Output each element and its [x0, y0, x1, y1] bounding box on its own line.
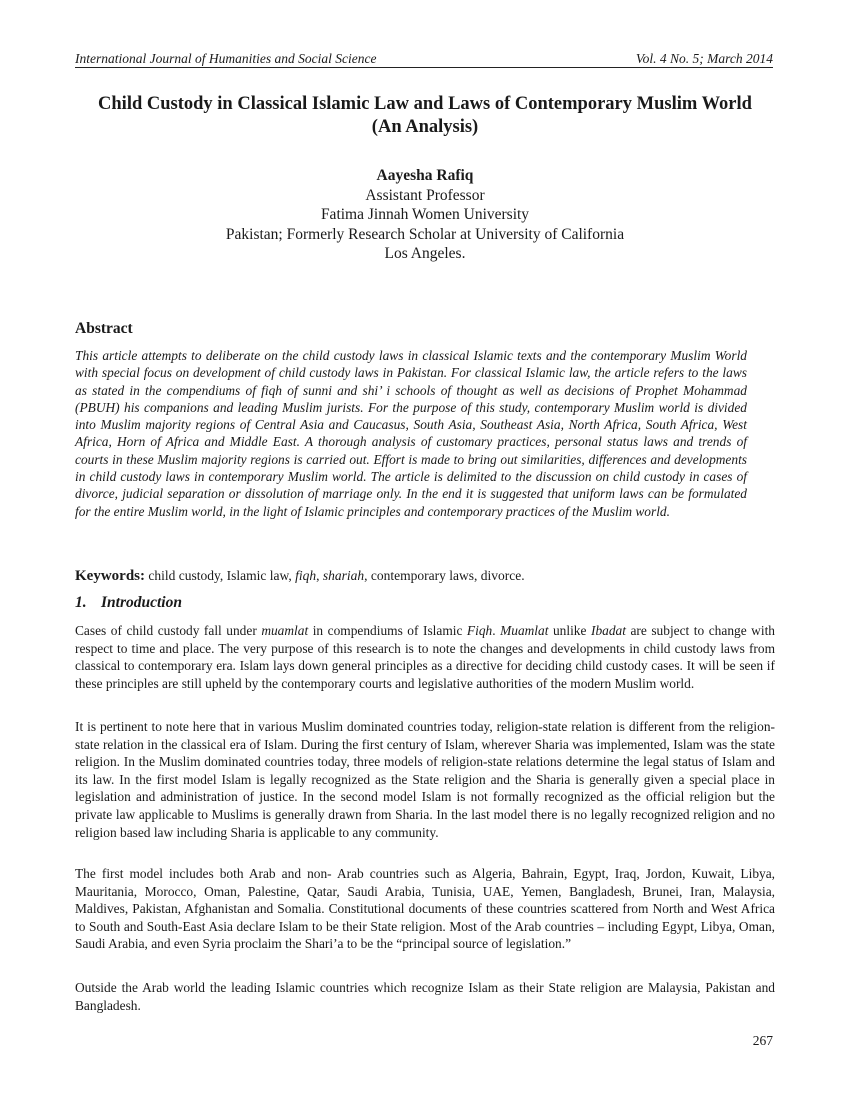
text-run: are subject to change with respect to time and place. The very purpose of this research is to note the changes and developments in child custody laws from classical to contemporary era. Islam lays down general principles as a directive for deciding child custody cases. It will be seen if these principles are still upheld by the contemporary courts and legislative authorities of the modern Muslim world.	[75, 623, 775, 691]
section-heading-introduction	[75, 593, 182, 613]
author-location: Los Angeles.	[384, 245, 466, 262]
text-run: .	[492, 623, 501, 638]
abstract-text: This article attempts to deliberate on the child custody laws in classical Islamic texts and the contemporary Muslim World with special focus on development of child custody laws in Pakistan. For classical Islamic law, the article refers to the laws as stated in the compendiums of fiqh of sunni and shi’ i schools of thought as well as decisions of Prophet Mohammad (PBUH) his companions and leading Muslim jurists. For the purpose of this study, contemporary Muslim world is divided into Muslim majority regions of Central Asia and Caucasus, South Asia, Southeast Asia, North Africa, South Africa, West Africa, Horn of Africa and Middle East. A thorough analysis of customary practices, personal status laws and trends of courts in these Muslim majority regions is carried out. Effort is made to bring out similarities, differences and developments in child custody laws in contemporary Muslim world. The article is delimited to the discussion on child custody in cases of divorce, judicial separation or dissolution of marriage only. In the end it is suggested that uniform laws can be formulated for the entire Muslim world, in the light of Islamic principles and contemporary practices of the Muslim world.	[75, 348, 747, 519]
issue-info: Vol. 4 No. 5; March 2014	[635, 51, 773, 66]
term-fiqh: Fiqh	[466, 623, 493, 638]
author-affiliation: Fatima Jinnah Women University	[320, 206, 530, 223]
keyword-shariah: shariah	[322, 568, 365, 583]
intro-paragraph-2: It is pertinent to note here that in various Muslim dominated countries today, religion-state relation is different from the religion-state relation in the classical era of Islam. During the first century of Islam, wherever Sharia was implemented, Islam was the state religion. In the Muslim dominated countries today, three models of religion-state relations determine the legal status of Islam and its law. In the first model Islam is legally recognized as the State religion and the Sharia is generally given a special place in legislation and administration of justice. In the second model Islam is not formally recognized as the official religion but the private law applicable to Muslims is generally drawn from Sharia. In the last model there is no legally recognized religion and no religion based law including Sharia is applicable to any community.	[75, 719, 775, 840]
term-muamlat: muamlat	[261, 623, 309, 638]
text-run: unlike	[548, 623, 591, 638]
title-line-1: Child Custody in Classical Islamic Law and Laws of Contemporary Muslim World	[98, 94, 752, 114]
abstract-heading: Abstract	[75, 320, 133, 337]
keywords-line	[75, 567, 775, 585]
intro-paragraph-4: Outside the Arab world the leading Islamic countries which recognize Islam as their State religion are Malaysia, Pakistan and Bangladesh.	[75, 980, 775, 1013]
page-number: 267	[752, 1033, 773, 1048]
section-title: Introduction	[101, 594, 182, 611]
author-name: Aayesha Rafiq	[376, 167, 474, 184]
running-header	[75, 51, 773, 68]
keyword-fiqh: fiqh	[295, 568, 317, 583]
intro-paragraph-3: The first model includes both Arab and non- Arab countries such as Algeria, Bahrain, Egypt, Iraq, Jordon, Kuwait, Libya, Mauritania, Morocco, Oman, Palestine, Qatar, Saudi Arabia, Tunisia, UAE, Yemen, Bangladesh, Brunei, Iran, Malaysia, Maldives, Pakistan, Afghanistan and Somalia. Constitutional documents of these countries scattered from North and West Africa to South and South-East Asia declare Islam to be their State religion. Most of the Arab countries – including Egypt, Libya, Oman, Saudi Arabia, and even Syria proclaim the Shari’a to be the “principal source of legislation.”	[75, 866, 775, 952]
term-muamlat: Muamlat	[500, 623, 549, 638]
text-run: Cases of child custody fall under	[75, 623, 262, 638]
text-run: in compendiums of Islamic	[308, 623, 467, 638]
keywords-text-1: child custody, Islamic law,	[145, 568, 296, 583]
paper-title	[75, 93, 775, 139]
keywords-text-2: , contemporary laws, divorce.	[364, 568, 525, 583]
author-position: Assistant Professor	[365, 186, 485, 204]
keywords-sep: ,	[316, 568, 323, 583]
keywords-label: Keywords:	[75, 568, 145, 584]
term-ibadat: Ibadat	[590, 623, 626, 638]
journal-name: International Journal of Humanities and Social Science	[75, 51, 377, 66]
title-line-2: (An Analysis)	[371, 117, 479, 137]
author-former-affiliation: Pakistan; Formerly Research Scholar at University of California	[225, 225, 625, 243]
intro-paragraph-1	[75, 622, 775, 692]
author-block	[75, 166, 775, 264]
section-number: 1.	[75, 594, 87, 611]
paper-page	[75, 0, 775, 1100]
